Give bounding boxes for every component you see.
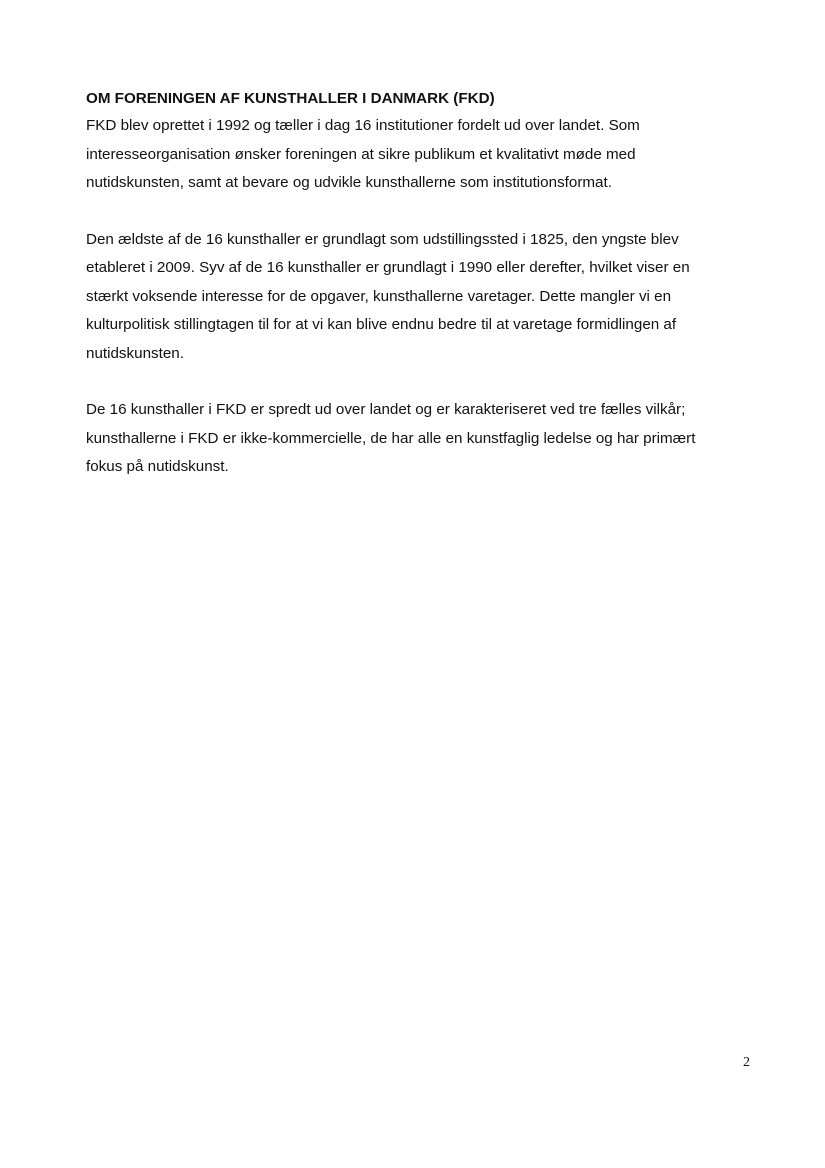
paragraph-line: Den ældste af de 16 kunsthaller er grundlagt som udstillingssted i 1825, den yngste blev xyxy=(86,230,679,248)
paragraph-conditions xyxy=(86,396,746,482)
paragraph-history xyxy=(86,226,746,369)
paragraph-founding xyxy=(86,112,746,198)
paragraph-line: kunsthallerne i FKD er ikke-kommercielle, de har alle en kunstfaglig ledelse og har primært xyxy=(86,429,696,447)
paragraph-line: FKD blev oprettet i 1992 og tæller i dag 16 institutioner fordelt ud over landet. Som xyxy=(86,117,640,134)
paragraph-line: nutidskunsten. xyxy=(86,344,184,362)
paragraph-line: fokus på nutidskunst. xyxy=(86,458,229,475)
paragraph-line: nutidskunsten, samt at bevare og udvikle kunsthallerne som institutionsformat. xyxy=(86,174,612,191)
section-heading: OM FORENINGEN AF KUNSTHALLER I DANMARK (FKD) xyxy=(86,90,495,107)
paragraph-line: interesseorganisation ønsker foreningen at sikre publikum et kvalitativt møde med xyxy=(86,145,636,163)
paragraph-line: De 16 kunsthaller i FKD er spredt ud over landet og er karakteriseret ved tre fælles vilkår; xyxy=(86,401,686,418)
paragraph-line: stærkt voksende interesse for de opgaver, kunsthallerne varetager. Dette mangler vi en xyxy=(86,287,672,305)
page-number: 2 xyxy=(743,1055,750,1070)
document-body xyxy=(86,86,746,510)
paragraph-line: etableret i 2009. Syv af de 16 kunsthaller er grundlagt i 1990 eller derefter, hvilket viser en xyxy=(86,259,690,276)
paragraph-line: kulturpolitisk stillingtagen til for at vi kan blive endnu bedre til at varetage formidlingen af xyxy=(86,316,677,333)
